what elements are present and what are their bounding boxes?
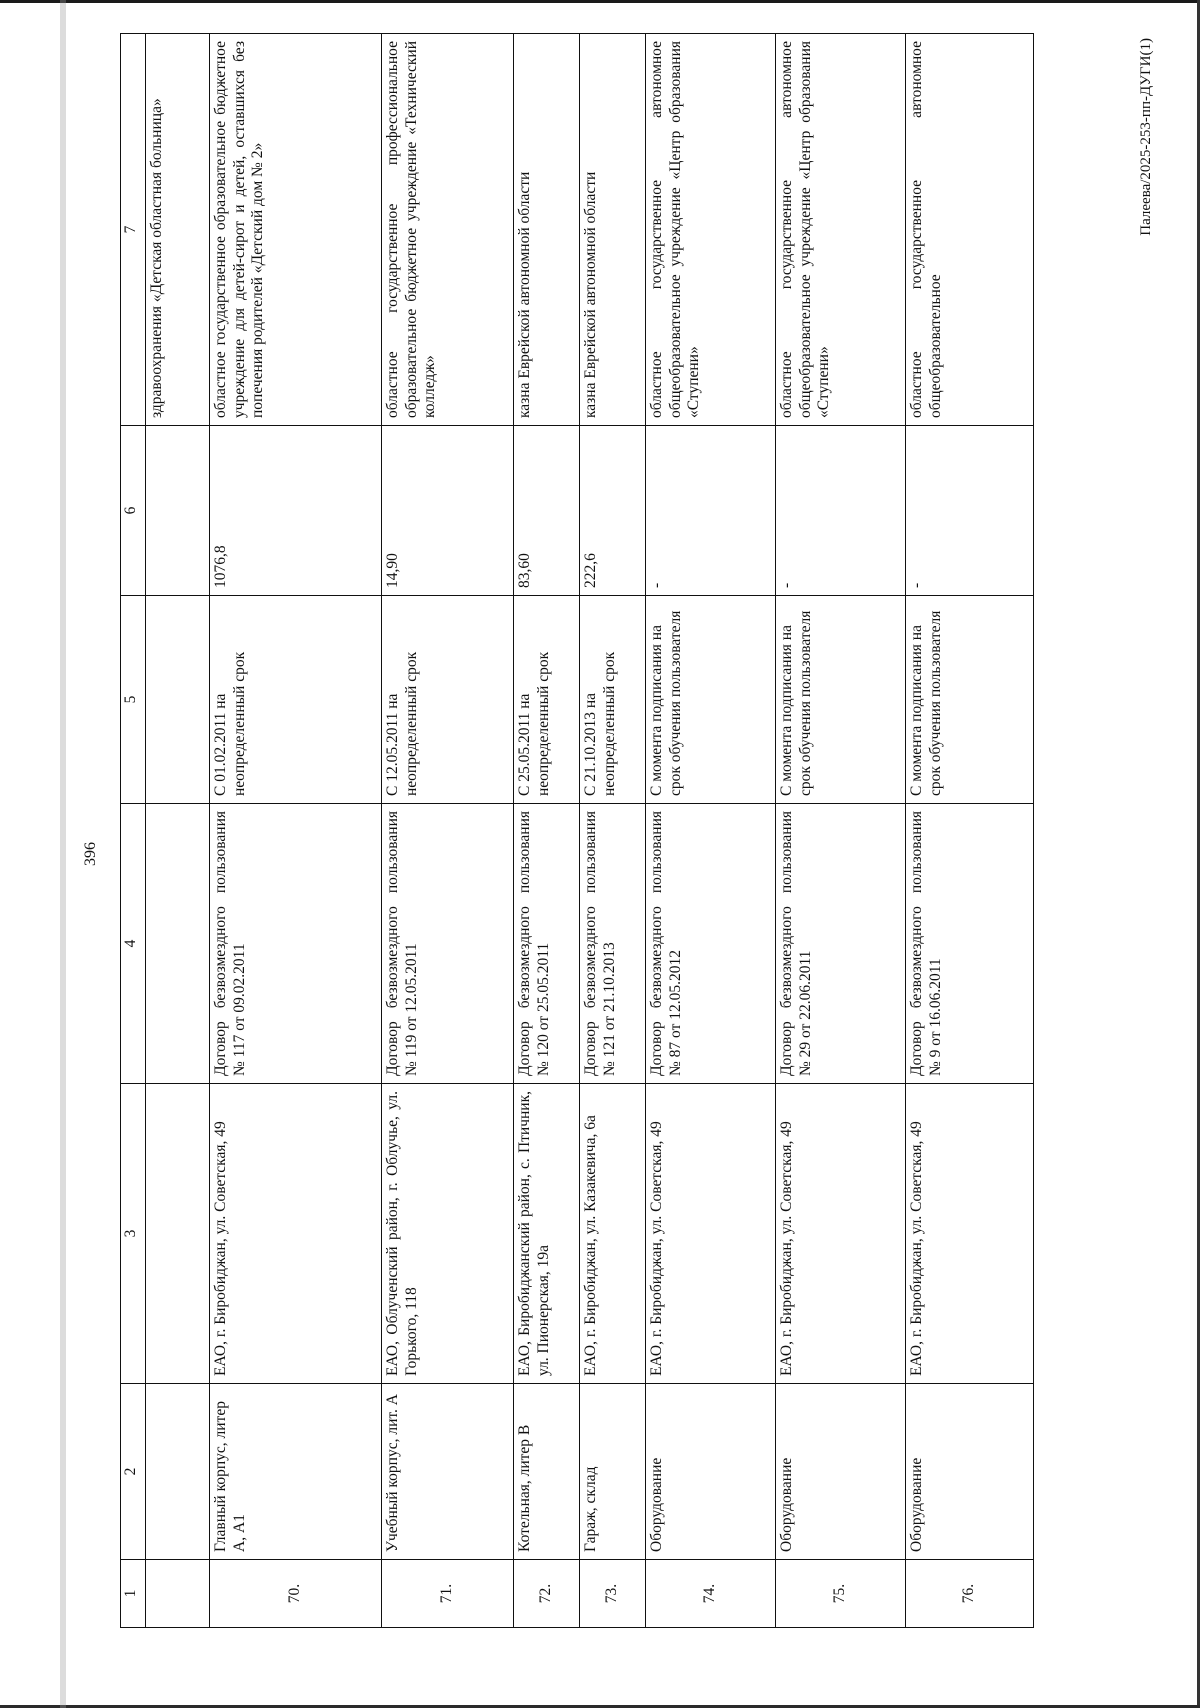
cell-area: - (646, 426, 776, 596)
header-cell: 1 (121, 1560, 146, 1628)
cell-object-name: Оборудование (906, 1384, 1034, 1560)
cell-user: казна Еврейской автономной области (514, 34, 580, 426)
cell-area: - (776, 426, 906, 596)
table-row (382, 34, 514, 1628)
cell-area: 14,90 (382, 426, 514, 596)
cell-number: 72. (514, 1560, 580, 1628)
cell-empty (146, 1560, 210, 1628)
cell-number: 73. (580, 1560, 646, 1628)
cell-address: ЕАО, г. Биробиджан, ул. Советская, 49 (210, 1084, 382, 1384)
page-number: 396 (82, 842, 99, 866)
cell-empty (146, 804, 210, 1084)
cell-object-name: Главный корпус, литер А, А1 (210, 1384, 382, 1560)
cell-document: Договор безвозмездного пользования № 117 от 09.02.2011 (210, 804, 382, 1084)
document-footer: Палеева/2025-253-пп-ДУГИ(1) (1138, 38, 1154, 236)
cell-empty (146, 1384, 210, 1560)
cell-empty (146, 1084, 210, 1384)
header-row (121, 34, 146, 1628)
cell-object-name: Котельная, литер В (514, 1384, 580, 1560)
cell-address: ЕАО, г. Биробиджан, ул. Советская, 49 (646, 1084, 776, 1384)
cell-empty (146, 426, 210, 596)
cell-area: - (906, 426, 1034, 596)
cell-term: С 25.05.2011 на неопределенный срок (514, 596, 580, 804)
cell-number: 70. (210, 1560, 382, 1628)
cell-area: 1076,8 (210, 426, 382, 596)
cell-address: ЕАО, г. Биробиджан, ул. Советская, 49 (776, 1084, 906, 1384)
cell-term: С момента подписания на срок обучения пользователя (646, 596, 776, 804)
cell-address: ЕАО, г. Биробиджан, ул. Казакевича, 6а (580, 1084, 646, 1384)
cell-number: 76. (906, 1560, 1034, 1628)
table-row (514, 34, 580, 1628)
header-cell: 2 (121, 1384, 146, 1560)
table-row (646, 34, 776, 1628)
cell-empty (146, 596, 210, 804)
cell-document: Договор безвозмездного пользования № 29 от 22.06.2011 (776, 804, 906, 1084)
cell-address: ЕАО, г. Биробиджан, ул. Советская, 49 (906, 1084, 1034, 1384)
cell-number: 74. (646, 1560, 776, 1628)
cell-object-name: Учебный корпус, лит. А (382, 1384, 514, 1560)
header-cell: 4 (121, 804, 146, 1084)
table-row (580, 34, 646, 1628)
cell-user: областное государственное образовательное бюджетное учреждение для детей-сирот и детей, оставшихся без попечения родителей «Детский дом № 2» (210, 34, 382, 426)
header-cell: 5 (121, 596, 146, 804)
cell-user: областное государственное профессиональное образовательное бюджетное учреждение «Технический колледж» (382, 34, 514, 426)
cell-user: казна Еврейской автономной области (580, 34, 646, 426)
cell-user: областное государственное автономное общеобразовательное (906, 34, 1034, 426)
cell-term: С 12.05.2011 на неопределенный срок (382, 596, 514, 804)
cell-object-name: Оборудование (776, 1384, 906, 1560)
table-row (906, 34, 1034, 1628)
cell-object-name: Гараж, склад (580, 1384, 646, 1560)
property-table (120, 33, 1034, 1628)
cell-object-name: Оборудование (646, 1384, 776, 1560)
table-row (776, 34, 906, 1628)
cell-document: Договор безвозмездного пользования № 119 от 12.05.2011 (382, 804, 514, 1084)
header-cell: 3 (121, 1084, 146, 1384)
cell-document: Договор безвозмездного пользования № 9 от 16.06.2011 (906, 804, 1034, 1084)
cell-address: ЕАО, Биробиджанский район, с. Птичник, ул. Пионерская, 19а (514, 1084, 580, 1384)
cell-document: Договор безвозмездного пользования № 120 от 25.05.2011 (514, 804, 580, 1084)
cell-user-continuation: здравоохранения «Детская областная больница» (146, 34, 210, 426)
cell-number: 75. (776, 1560, 906, 1628)
cell-term: С 01.02.2011 на неопределенный срок (210, 596, 382, 804)
table-row (210, 34, 382, 1628)
cell-address: ЕАО, Облученский район, г. Облучье, ул. Горького, 118 (382, 1084, 514, 1384)
cell-term: С 21.10.2013 на неопределенный срок (580, 596, 646, 804)
cell-document: Договор безвозмездного пользования № 87 от 12.05.2012 (646, 804, 776, 1084)
cell-user: областное государственное автономное общеобразовательное учреждение «Центр образования «Ступени» (776, 34, 906, 426)
header-cell: 6 (121, 426, 146, 596)
cell-term: С момента подписания на срок обучения пользователя (776, 596, 906, 804)
header-cell: 7 (121, 34, 146, 426)
cell-number: 71. (382, 1560, 514, 1628)
cell-term: С момента подписания на срок обучения пользователя (906, 596, 1034, 804)
continuation-row (146, 34, 210, 1628)
cell-area: 83,60 (514, 426, 580, 596)
cell-area: 222,6 (580, 426, 646, 596)
cell-user: областное государственное автономное общеобразовательное учреждение «Центр образования «Ступени» (646, 34, 776, 426)
cell-document: Договор безвозмездного пользования № 121 от 21.10.2013 (580, 804, 646, 1084)
